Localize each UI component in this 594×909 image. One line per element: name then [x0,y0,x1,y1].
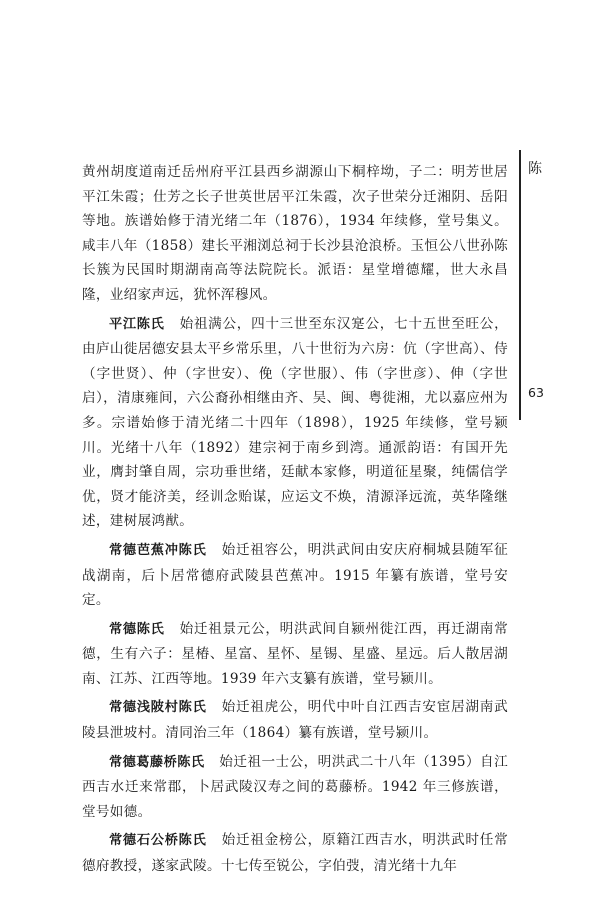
clan-heading: 平江陈氏 [109,316,165,332]
paragraph-text: 始迁祖一士公，明洪武二十八年（1395）自江西吉水迁来常郡，卜居武陵汉寿之间的葛藤桥。1942 年三修族谱，堂号如德。 [82,753,508,820]
paragraph-text: 始祖满公，四十三世至东汉寔公，七十五世至旺公，由庐山徙居德安县太平乡常乐里，八十世衍为六房：伉（字世高）、侍（字世贤）、仲（字世安）、俛（字世服）、伟（字世彦）、伸（字世启），清康雍间，六公裔孙相继由齐、吴、闽、粤徙湘，尤以嘉应州为多。宗谱始修于清光绪二十四年（1898），1925 年续修，堂号颍川。光绪十八年（1892）建宗祠于南乡到湾。通派韵语：有国开先业，膺封肇自周，宗功垂世绪，廷献本家修，明道征星聚，纯儒信学优，贤才能济美，经训念贻谋，应运文不焕，清源泽远流，英华隆继述，建树展鸿猷。 [82,315,508,530]
clan-heading: 常德陈氏 [109,621,165,637]
body-text [82,160,508,883]
paragraph [82,750,508,825]
paragraph-text: 始迁祖虎公，明代中叶自江西吉安宦居湖南武陵县泄坡村。清同治三年（1864）纂有族谱，堂号颍川。 [82,699,508,742]
paragraph [82,695,508,745]
paragraph-text: 始迁祖容公，明洪武间由安庆府桐城县随军征战湖南，后卜居常德府武陵县芭蕉冲。1915 年纂有族谱，堂号安定。 [82,541,508,609]
clan-heading: 常德葛藤桥陈氏 [109,754,205,770]
paragraph-text: 始迁祖金榜公，原籍江西吉水，明洪武时任常德府教授，遂家武陵。十七传至锐公，字伯弢，清光绪十九年 [82,832,508,875]
paragraph [82,312,508,534]
clan-heading: 常德石公桥陈氏 [109,833,207,849]
paragraph-text: 始迁祖景元公，明洪武间自颍州徙江西，再迁湖南常德，生有六子：星椿、星富、星怀、星锡、星盛、星远。后人散居湖南、江苏、江西等地。1939 年六支纂有族谱，堂号颍川。 [82,620,508,687]
paragraph [82,538,508,613]
clan-heading: 常德浅陂村陈氏 [109,700,207,716]
page-number: 63 [528,385,544,400]
clan-heading: 常德芭蕉冲陈氏 [109,542,207,558]
running-header: 陈 [528,161,542,177]
paragraph [82,828,508,878]
paragraph [82,617,508,692]
margin-rule [519,150,521,420]
paragraph [82,160,508,308]
paragraph-text: 黄州胡度道南迁岳州府平江县西乡湖源山下桐梓坳，子二：明芳世居平江朱霞；仕芳之长子世英世居平江朱霞，次子世荣分迁湘阴、岳阳等地。族谱始修于清光绪二年（1876），1934 年续修，堂号集义。咸丰八年（1858）建长平湘浏总祠于长沙县沧浪桥。玉恒公八世孙陈长簇为民国时期湖南高等法院院长。派语：星堂增德耀，世大永昌隆，业绍家声远，犹怀浑穆风。 [82,164,508,303]
